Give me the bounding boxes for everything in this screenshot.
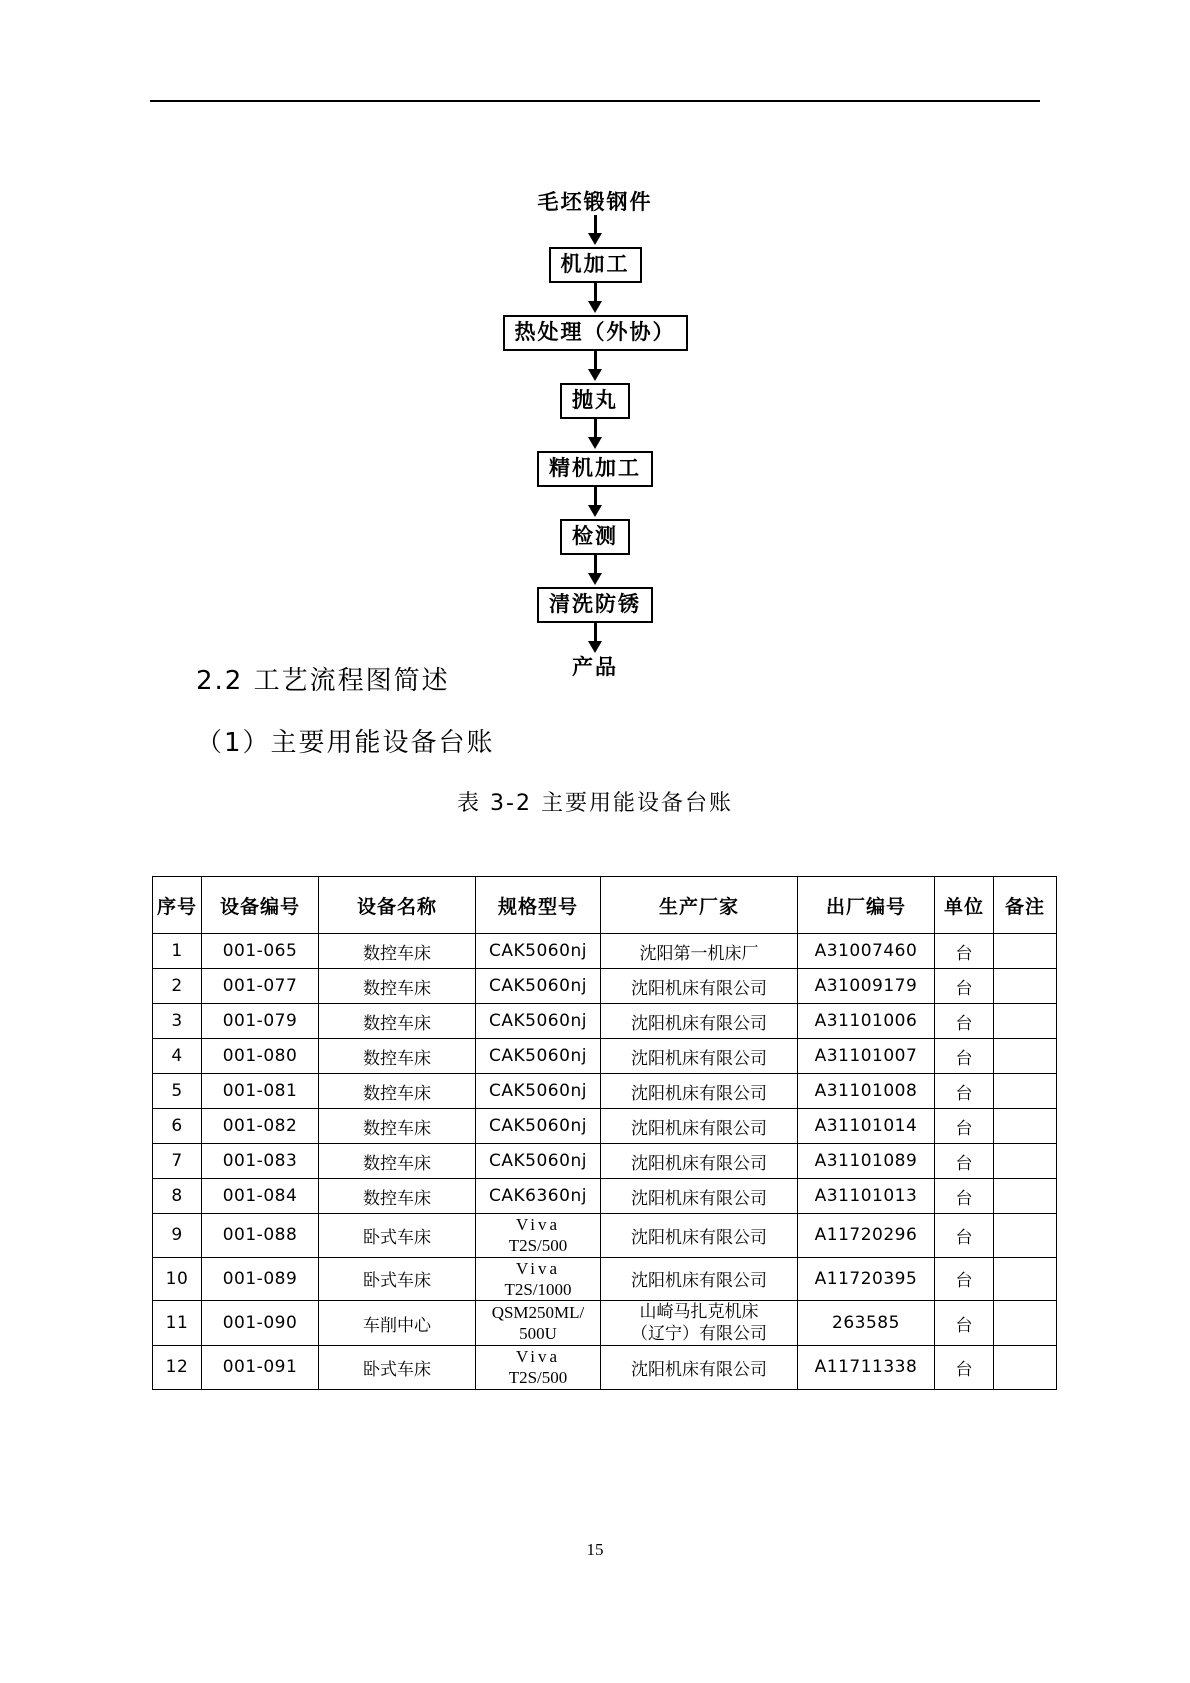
- cell-model: CAK5060nj: [476, 1109, 601, 1144]
- cell-maker-line1: 山崎马扎克机床: [639, 1302, 759, 1322]
- table-row: [153, 969, 1057, 1004]
- cell-maker-line2: （辽宁）有限公司: [631, 1324, 767, 1345]
- cell-name: 数控车床: [319, 1074, 476, 1109]
- cell-note: [994, 1144, 1057, 1179]
- cell-note: [994, 1301, 1057, 1346]
- cell-unit: 台: [935, 1301, 994, 1346]
- flow-node-raw-forging: 毛坯锻钢件: [537, 190, 653, 214]
- equipment-ledger-table-wrapper: [152, 876, 1045, 1390]
- cell-maker: 沈阳机床有限公司: [601, 1039, 798, 1074]
- sub-heading: （1）主要用能设备台账: [196, 728, 495, 758]
- cell-code: 001-077: [202, 969, 319, 1004]
- cell-name: 数控车床: [319, 1109, 476, 1144]
- cell-code: 001-089: [202, 1257, 319, 1301]
- table-row: [153, 1109, 1057, 1144]
- cell-note: [994, 969, 1057, 1004]
- col-header-model: 规格型号: [476, 877, 601, 934]
- cell-no: 8: [153, 1179, 202, 1214]
- cell-maker: [601, 1301, 798, 1346]
- cell-code: 001-080: [202, 1039, 319, 1074]
- cell-model: [476, 1257, 601, 1301]
- cell-no: 10: [153, 1257, 202, 1301]
- table-row: [153, 1301, 1057, 1346]
- table-caption: 表 3-2 主要用能设备台账: [457, 791, 733, 816]
- header-rule: [150, 100, 1040, 102]
- col-header-note: 备注: [994, 877, 1057, 934]
- cell-serial: A11720395: [798, 1257, 935, 1301]
- cell-model-line2: T2S/500: [508, 1368, 568, 1388]
- col-header-maker: 生产厂家: [601, 877, 798, 934]
- cell-model-line1: Viva: [515, 1347, 561, 1367]
- cell-maker: 沈阳机床有限公司: [601, 1257, 798, 1301]
- cell-no: 3: [153, 1004, 202, 1039]
- cell-name: 数控车床: [319, 1179, 476, 1214]
- page-number: 15: [586, 1540, 604, 1559]
- flow-node-finish-machining: 精机加工: [537, 451, 653, 487]
- cell-no: 6: [153, 1109, 202, 1144]
- table-body: [153, 934, 1057, 1390]
- cell-code: 001-065: [202, 934, 319, 969]
- cell-name: 卧式车床: [319, 1257, 476, 1301]
- cell-maker: 沈阳第一机床厂: [601, 934, 798, 969]
- flow-node-inspection: 检测: [560, 519, 630, 555]
- cell-no: 7: [153, 1144, 202, 1179]
- cell-maker: 沈阳机床有限公司: [601, 1004, 798, 1039]
- cell-no: 1: [153, 934, 202, 969]
- table-row: [153, 1257, 1057, 1301]
- cell-code: 001-084: [202, 1179, 319, 1214]
- cell-code: 001-081: [202, 1074, 319, 1109]
- cell-code: 001-091: [202, 1346, 319, 1390]
- cell-unit: 台: [935, 1346, 994, 1390]
- cell-name: 数控车床: [319, 934, 476, 969]
- cell-serial: A31009179: [798, 969, 935, 1004]
- cell-unit: 台: [935, 1004, 994, 1039]
- flow-node-machining: 机加工: [549, 247, 642, 283]
- cell-unit: 台: [935, 1039, 994, 1074]
- cell-maker: 沈阳机床有限公司: [601, 1074, 798, 1109]
- cell-note: [994, 1179, 1057, 1214]
- table-row: [153, 1004, 1057, 1039]
- cell-code: 001-083: [202, 1144, 319, 1179]
- cell-no: 5: [153, 1074, 202, 1109]
- cell-name: 车削中心: [319, 1301, 476, 1346]
- cell-model: CAK5060nj: [476, 934, 601, 969]
- cell-model: [476, 1346, 601, 1390]
- cell-maker: 沈阳机床有限公司: [601, 969, 798, 1004]
- col-header-name: 设备名称: [319, 877, 476, 934]
- cell-code: 001-090: [202, 1301, 319, 1346]
- cell-model: CAK5060nj: [476, 1144, 601, 1179]
- cell-note: [994, 1214, 1057, 1258]
- cell-name: 数控车床: [319, 969, 476, 1004]
- cell-model-line2: T2S/500: [508, 1236, 568, 1256]
- cell-note: [994, 1004, 1057, 1039]
- cell-serial: A31101013: [798, 1179, 935, 1214]
- cell-name: 数控车床: [319, 1004, 476, 1039]
- cell-model: CAK6360nj: [476, 1179, 601, 1214]
- cell-name: 数控车床: [319, 1144, 476, 1179]
- cell-maker: 沈阳机床有限公司: [601, 1346, 798, 1390]
- cell-model-line2: T2S/1000: [504, 1279, 572, 1299]
- cell-unit: 台: [935, 934, 994, 969]
- cell-serial: 263585: [798, 1301, 935, 1346]
- process-flowchart: [0, 190, 1190, 680]
- cell-maker: 沈阳机床有限公司: [601, 1214, 798, 1258]
- cell-model: CAK5060nj: [476, 1004, 601, 1039]
- flow-node-shot-blasting: 抛丸: [560, 383, 630, 419]
- cell-code: 001-079: [202, 1004, 319, 1039]
- table-row: [153, 1144, 1057, 1179]
- cell-serial: A31007460: [798, 934, 935, 969]
- cell-serial: A11720296: [798, 1214, 935, 1258]
- cell-unit: 台: [935, 1257, 994, 1301]
- cell-no: 12: [153, 1346, 202, 1390]
- table-row: [153, 1346, 1057, 1390]
- cell-serial: A31101007: [798, 1039, 935, 1074]
- cell-name: 数控车床: [319, 1039, 476, 1074]
- cell-maker: 沈阳机床有限公司: [601, 1144, 798, 1179]
- cell-note: [994, 1039, 1057, 1074]
- table-row: [153, 1039, 1057, 1074]
- col-header-code: 设备编号: [202, 877, 319, 934]
- table-row: [153, 1214, 1057, 1258]
- cell-no: 9: [153, 1214, 202, 1258]
- cell-model: [476, 1214, 601, 1258]
- cell-unit: 台: [935, 1214, 994, 1258]
- cell-unit: 台: [935, 1144, 994, 1179]
- cell-no: 4: [153, 1039, 202, 1074]
- cell-model: CAK5060nj: [476, 969, 601, 1004]
- cell-no: 11: [153, 1301, 202, 1346]
- cell-unit: 台: [935, 969, 994, 1004]
- cell-note: [994, 1257, 1057, 1301]
- cell-serial: A31101014: [798, 1109, 935, 1144]
- col-header-unit: 单位: [935, 877, 994, 934]
- cell-maker: 沈阳机床有限公司: [601, 1179, 798, 1214]
- flow-node-product: 产品: [572, 655, 618, 679]
- cell-note: [994, 1074, 1057, 1109]
- cell-code: 001-088: [202, 1214, 319, 1258]
- cell-model-line2: 500U: [519, 1324, 557, 1344]
- table-row: [153, 1179, 1057, 1214]
- col-header-no: 序号: [153, 877, 202, 934]
- cell-serial: A31101089: [798, 1144, 935, 1179]
- cell-model-line1: Viva: [515, 1258, 561, 1278]
- cell-no: 2: [153, 969, 202, 1004]
- cell-maker: 沈阳机床有限公司: [601, 1109, 798, 1144]
- cell-note: [994, 934, 1057, 969]
- flow-node-heat-treatment: 热处理（外协）: [503, 315, 688, 351]
- cell-serial: A31101006: [798, 1004, 935, 1039]
- cell-serial: A31101008: [798, 1074, 935, 1109]
- section-heading: 2.2 工艺流程图简述: [196, 666, 450, 696]
- cell-code: 001-082: [202, 1109, 319, 1144]
- cell-model: CAK5060nj: [476, 1039, 601, 1074]
- cell-unit: 台: [935, 1074, 994, 1109]
- cell-name: 卧式车床: [319, 1214, 476, 1258]
- table-head: [153, 877, 1057, 934]
- cell-note: [994, 1109, 1057, 1144]
- cell-model: CAK5060nj: [476, 1074, 601, 1109]
- cell-model: [476, 1301, 601, 1346]
- col-header-serial: 出厂编号: [798, 877, 935, 934]
- cell-note: [994, 1346, 1057, 1390]
- cell-model-line1: Viva: [515, 1215, 561, 1234]
- cell-unit: 台: [935, 1109, 994, 1144]
- table-row: [153, 934, 1057, 969]
- flow-node-cleaning-antirust: 清洗防锈: [537, 587, 653, 623]
- cell-model-line1: QSM250ML/: [491, 1302, 585, 1322]
- cell-serial: A11711338: [798, 1346, 935, 1390]
- cell-name: 卧式车床: [319, 1346, 476, 1390]
- table-header-row: [153, 877, 1057, 934]
- equipment-ledger-table: [152, 876, 1057, 1390]
- cell-unit: 台: [935, 1179, 994, 1214]
- table-row: [153, 1074, 1057, 1109]
